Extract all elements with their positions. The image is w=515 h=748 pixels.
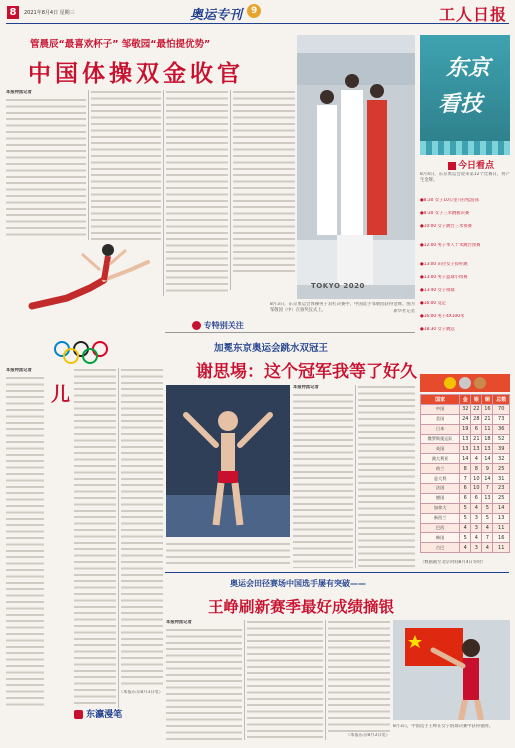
country-cell: 中国	[421, 404, 460, 414]
medal-count-cell: 16	[482, 404, 493, 414]
top-story-byline: 本报特派记者	[6, 90, 32, 95]
medal-count-cell: 4	[471, 503, 482, 513]
side-promo-title-2: 看技	[438, 91, 483, 117]
feature-kicker: 加冕东京奥运会跳水双冠王	[214, 343, 329, 354]
medal-count-cell: 4	[471, 454, 482, 464]
medal-table-row	[421, 513, 510, 523]
medal-count-cell: 18	[482, 434, 493, 444]
country-cell: 古巴	[421, 543, 460, 553]
today-box-title-text: 今日看点	[458, 161, 495, 171]
medal-table-row	[421, 493, 510, 503]
medal-count-cell: 21	[471, 434, 482, 444]
medal-table-row	[421, 444, 510, 454]
text-block	[233, 90, 295, 272]
bottom-story-kicker: 奥运会田径赛场中国选手屡有突破——	[230, 579, 366, 588]
today-item: ●10:00 女子跳台三米预赛	[420, 224, 472, 229]
podium-photo-credit: 新华社记者	[393, 309, 415, 314]
medal-count-cell: 14	[460, 454, 471, 464]
feature-headline: 谢思埸：这个冠军我等了好久	[196, 362, 417, 382]
medal-count-cell: 13	[460, 434, 471, 444]
issue-date: 2021年8月4日 星期三	[24, 10, 75, 16]
medal-count-cell: 11	[482, 424, 493, 434]
medal-count-cell: 4	[460, 523, 471, 533]
commentary-body-col3	[121, 368, 163, 698]
top-story-body-col3	[166, 90, 228, 296]
today-item: ●18:30 女子跳远	[420, 327, 455, 332]
medal-count-cell: 13	[460, 444, 471, 454]
commentary-tag-text: 东瀛漫笔	[86, 710, 123, 720]
col-header-silver: 银	[471, 395, 482, 405]
olympic-rings	[52, 340, 112, 364]
medal-table-row	[421, 434, 510, 444]
medal-table-row	[421, 464, 510, 474]
medal-count-cell: 9	[482, 464, 493, 474]
commentary-byline: 本报特派记者	[6, 368, 32, 373]
olympic-rings-icon	[52, 340, 112, 364]
today-box-title	[448, 158, 494, 171]
medal-count-cell: 14	[482, 474, 493, 484]
country-cell: 俄罗斯奥运队	[421, 434, 460, 444]
today-item: ●13:40 女子排球	[420, 288, 455, 293]
diver-illustration	[166, 385, 290, 537]
country-cell: 巴西	[421, 523, 460, 533]
col-header-bronze: 铜	[482, 395, 493, 405]
country-cell: 日本	[421, 424, 460, 434]
commentary-headline: 儿	[48, 384, 70, 405]
medal-count-cell: 7	[482, 533, 493, 543]
medal-count-cell: 6	[471, 424, 482, 434]
text-block	[247, 620, 323, 740]
today-item: ●13:00 男子篮球小组赛	[420, 275, 468, 280]
today-item: ●8:30 女子10公里马拉松游泳	[420, 198, 479, 203]
athlete-photo-caption: 8月3日，中国选手王峥在女子链球决赛中获得银牌。	[393, 724, 493, 729]
medal-count-cell: 21	[482, 414, 493, 424]
medal-table-grid	[420, 394, 510, 553]
medal-count-cell: 4	[460, 543, 471, 553]
medal-count-cell: 39	[493, 444, 510, 454]
medal-count-cell: 36	[493, 424, 510, 434]
top-story-body-col4	[233, 90, 295, 272]
today-item: ●16:00 竞走	[420, 301, 447, 306]
medal-table-note: （数据截至北京时间8月4日零时）	[420, 560, 486, 565]
olympic-rings-badge: 9	[247, 4, 261, 18]
today-list	[420, 172, 510, 340]
medal-count-cell: 4	[471, 533, 482, 543]
medal-count-cell: 73	[493, 414, 510, 424]
column-tag-icon	[74, 710, 83, 719]
today-item: ●12:00 男子单人十米跳台预赛	[420, 243, 481, 248]
medal-table-row	[421, 454, 510, 464]
medal-table-row	[421, 523, 510, 533]
medal-count-cell: 13	[493, 513, 510, 523]
athlete-flag-photo	[393, 620, 510, 720]
medal-table-header-row	[421, 395, 510, 405]
side-promo	[420, 35, 510, 155]
medal-count-cell: 5	[460, 513, 471, 523]
medal-table-body	[421, 404, 510, 552]
text-block	[166, 90, 228, 296]
medal-table-row	[421, 414, 510, 424]
text-block	[166, 628, 242, 740]
medal-count-cell: 22	[471, 404, 482, 414]
medal-count-cell: 16	[493, 533, 510, 543]
feature-body-col3	[166, 542, 290, 568]
medal-table-row	[421, 543, 510, 553]
medal-table-row	[421, 533, 510, 543]
feature-subhead-text: 专特别关注	[203, 321, 244, 330]
medal-count-cell: 8	[460, 464, 471, 474]
medal-count-cell: 7	[460, 474, 471, 484]
country-cell: 韩国	[421, 533, 460, 543]
medal-count-cell: 6	[460, 484, 471, 494]
country-cell: 美国	[421, 414, 460, 424]
medal-count-cell: 52	[493, 434, 510, 444]
medal-count-cell: 13	[471, 444, 482, 454]
medal-count-cell: 23	[493, 484, 510, 494]
bottom-story-headline: 王峥刷新赛季最好成绩摘银	[208, 598, 395, 616]
feature-byline: 本报特派记者	[293, 385, 319, 390]
bottom-story-body-col1	[166, 628, 242, 740]
text-block	[6, 98, 86, 240]
top-story-body-col1	[6, 98, 86, 240]
wave-decoration	[420, 141, 510, 155]
medal-count-cell: 32	[493, 454, 510, 464]
bottom-story-body-col3	[328, 620, 390, 740]
medal-table	[420, 394, 510, 553]
text-block	[358, 385, 415, 568]
podium-illustration	[297, 35, 415, 299]
medal-count-cell: 14	[482, 454, 493, 464]
medal-table-row	[421, 503, 510, 513]
medal-count-cell: 5	[460, 503, 471, 513]
country-cell: 德国	[421, 493, 460, 503]
today-item: 8月4日，东京奥运会迎来第12个比赛日，将产生金牌。	[420, 172, 510, 184]
gymnast-photo	[12, 240, 162, 326]
bottom-story-credit: （本报东京8月3日电）	[345, 733, 390, 738]
section-title	[190, 4, 261, 22]
country-cell: 法国	[421, 484, 460, 494]
col-header-country: 国家	[421, 395, 460, 405]
country-cell: 英国	[421, 444, 460, 454]
col-header-gold: 金	[460, 395, 471, 405]
top-story-headline: 中国体操双金收官	[28, 61, 244, 87]
medal-count-cell: 24	[460, 414, 471, 424]
feature-body-col1	[293, 393, 353, 568]
podium-photo-tokyo-text: TOKYO 2020	[311, 282, 365, 290]
text-block	[6, 376, 44, 706]
masthead	[0, 0, 515, 31]
medal-table-row	[421, 404, 510, 414]
commentary-headline-box	[46, 384, 72, 624]
medal-count-cell: 14	[493, 503, 510, 513]
col-header-total: 总数	[493, 395, 510, 405]
gymnast-illustration	[12, 240, 162, 326]
medal-count-cell: 25	[493, 493, 510, 503]
calendar-icon	[448, 162, 456, 170]
medal-table-row	[421, 474, 510, 484]
feature-subhead	[192, 320, 244, 331]
section-name: 奥运专刊	[190, 8, 243, 23]
medal-table-header-banner	[420, 374, 510, 392]
commentary-body-col1	[6, 376, 44, 706]
medal-count-cell: 5	[460, 533, 471, 543]
medal-count-cell: 28	[471, 414, 482, 424]
country-cell: 新西兰	[421, 513, 460, 523]
side-promo-title-1: 东京	[446, 55, 491, 81]
medal-count-cell: 8	[471, 464, 482, 474]
country-cell: 加拿大	[421, 503, 460, 513]
medal-count-cell: 32	[460, 404, 471, 414]
text-block	[166, 542, 290, 568]
today-box	[420, 158, 510, 368]
athlete-flag-illustration	[393, 620, 510, 720]
podium-photo	[297, 35, 415, 299]
medal-table-row	[421, 484, 510, 494]
text-block	[121, 368, 163, 686]
medal-count-cell: 5	[482, 513, 493, 523]
medal-count-cell: 4	[482, 523, 493, 533]
text-block	[293, 393, 353, 568]
country-cell: 澳大利亚	[421, 454, 460, 464]
top-story-kicker: 管晨辰“最喜欢杯子” 邹敬园“最怕提优势”	[30, 39, 211, 50]
text-block	[74, 368, 116, 708]
medal-count-cell: 3	[471, 543, 482, 553]
feature-badge-icon	[192, 321, 201, 330]
medal-count-cell: 25	[493, 464, 510, 474]
podium-photo-caption: 8月3日，东京奥运会体操男子双杠决赛中，中国选手邹敬园获得金牌。图为邹敬园（中）在颁奖仪式上。	[270, 302, 415, 314]
medal-count-cell: 11	[493, 523, 510, 533]
bottom-story-body-col2	[247, 620, 323, 740]
commentary-tag	[74, 707, 122, 720]
country-cell: 荷兰	[421, 464, 460, 474]
feature-body-col2	[358, 385, 415, 568]
page-number-badge: 8	[7, 6, 19, 19]
medal-count-cell: 3	[471, 513, 482, 523]
medal-count-cell: 11	[493, 543, 510, 553]
medal-count-cell: 31	[493, 474, 510, 484]
medal-count-cell: 7	[482, 484, 493, 494]
newspaper-logo: 工人日报	[438, 5, 507, 24]
tokyo-banner-top	[297, 35, 415, 53]
medal-banner-icon	[420, 374, 510, 392]
medal-count-cell: 6	[471, 493, 482, 503]
medal-count-cell: 13	[482, 444, 493, 454]
medal-count-cell: 10	[471, 474, 482, 484]
bottom-story-byline: 本报特派记者	[166, 620, 192, 625]
medal-count-cell: 19	[460, 424, 471, 434]
text-block	[328, 620, 390, 732]
today-item: ●8:30 女子三米跳板决赛	[420, 211, 470, 216]
medal-count-cell: 70	[493, 404, 510, 414]
diver-photo	[166, 385, 290, 537]
medal-count-cell: 4	[482, 543, 493, 553]
medal-count-cell: 5	[482, 503, 493, 513]
country-cell: 意大利	[421, 474, 460, 484]
medal-count-cell: 13	[482, 493, 493, 503]
commentary-body-col2	[74, 368, 116, 708]
commentary-credit: （本报东京8月3日电）	[118, 690, 163, 695]
medal-count-cell: 6	[460, 493, 471, 503]
medal-count-cell: 10	[471, 484, 482, 494]
medal-table-row	[421, 424, 510, 434]
medal-count-cell: 3	[471, 523, 482, 533]
today-item: ●16:00 男子4X100米	[420, 314, 465, 319]
today-item: ●13:00 田径女子撑杆跳	[420, 262, 468, 267]
